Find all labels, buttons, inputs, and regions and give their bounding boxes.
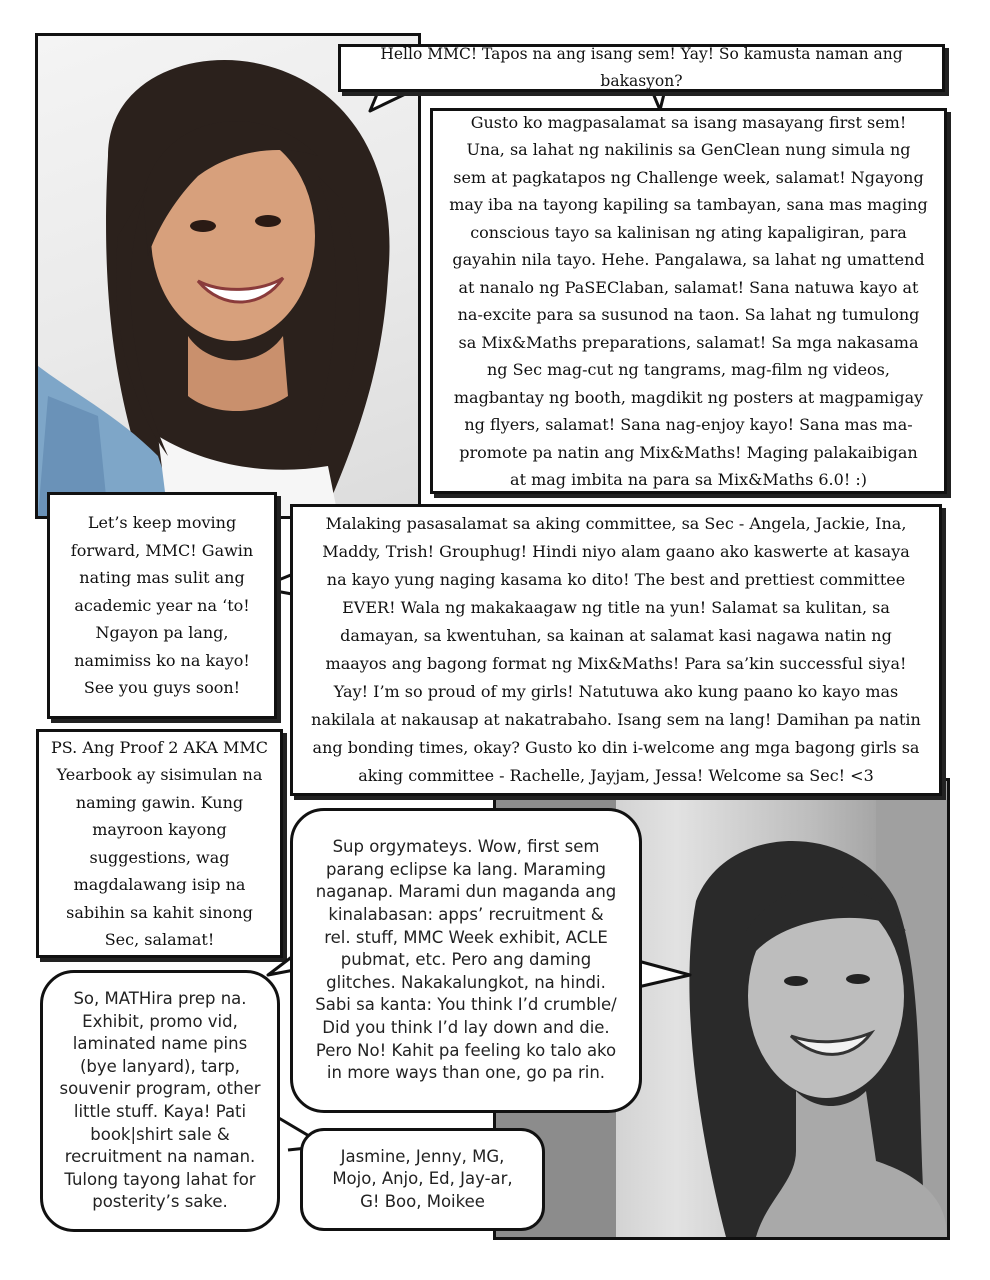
mathira-prep-text: So, MATHira prep na. Exhibit, promo vid, laminated name pins (bye lanyard), tarp, souvenir program, other little stuff. Kaya! Pati book|shirt sale & recruitment na naman. Tulong tayong lahat for posterity’s sake. bbox=[59, 989, 261, 1212]
sup-orgymateys-text: Sup orgymateys. Wow, first sem parang eclipse ka lang. Maraming naganap. Marami dun maganda ang kinalabasan: apps’ recruitment & rel. stuff, MMC Week exhibit, ACLE pubmat, etc. Pero ang daming glitches. Nakakalungkot, na hindi. Sabi sa kanta: You think I’d crumble/ Did you think I’d lay down and die. Pero No! Kahit pa feeling ko talo ako in more ways than one, go pa rin. bbox=[315, 837, 617, 1083]
ps-yearbook-text: PS. Ang Proof 2 AKA MMC Yearbook ay sisimulan na naming gawin. Kung mayroon kayong suggestions, wag magdalawang isip na sabihin sa kahit sinong Sec, salamat! bbox=[51, 737, 268, 949]
committee-thanks-text: Malaking pasasalamat sa aking committee, sa Sec - Angela, Jackie, Ina, Maddy, Trish! Grouphug! Hindi niyo alam gaano ako kaswerte at kasaya na kayo yung naging kasama ko dito! The best and prettiest committee EVER! Wala ng makakaagaw ng title na yun! Salamat sa kulitan, sa damayan, sa kwentuhan, sa kainan at salamat kasi nagawa natin ng maayos ang bagong format ng Mix&Maths! Para sa’kin successful siya! Yay! I’m so proud of my girls! Natutuwa ako kung paano ko kayo mas nakilala at nakausap at nakatrabaho. Isang sem na lang! Damihan pa natin ang bonding times, okay? Gusto ko din i-welcome ang mga bagong girls sa aking committee - Rachelle, Jayjam, Jessa! Welcome sa Sec! <3 bbox=[311, 514, 921, 785]
ps-yearbook-bubble bbox=[36, 729, 283, 958]
thanks-first-sem-text: Gusto ko magpasalamat sa isang masayang first sem! Una, sa lahat ng nakilinis sa GenClean nung simula ng sem at pagkatapos ng Challenge week, salamat! Ngayong may iba na tayong kapiling sa tambayan, sana mas maging conscious tayo sa kalinisan ng ating kapaligiran, para gayahin nila tayo. Hehe. Pangalawa, sa lahat ng umattend at nanalo ng PaSEClaban, salamat! Sana natuwa kayo at na-excite para sa susunod na taon. Sa lahat ng tumulong sa Mix&Maths preparations, salamat! Sa mga nakasama ng Sec mag-cut ng tangrams, mag-film ng videos, magbantay ng booth, magdikit ng posters at magpamigay ng flyers, salamat! Sana nag-enjoy kayo! Sana mas ma-promote pa natin ang Mix&Maths! Maging palakaibigan at mag imbita na para sa Mix&Maths 6.0! :) bbox=[449, 112, 928, 489]
keep-moving-text: Let’s keep moving forward, MMC! Gawin nating mas sulit ang academic year na ‘to! Ngayon pa lang, namimiss ko na kayo! See you guys soon! bbox=[70, 513, 254, 698]
thanks-first-sem-bubble bbox=[430, 108, 947, 494]
sup-orgymateys-bubble bbox=[290, 808, 642, 1113]
bubble-tail-sup-right bbox=[634, 955, 694, 995]
mathira-prep-bubble bbox=[40, 970, 280, 1232]
greeting-text: Hello MMC! Tapos na ang isang sem! Yay! So kamusta naman ang bakasyon? bbox=[380, 44, 903, 90]
committee-thanks-bubble bbox=[290, 504, 942, 796]
names-text: Jasmine, Jenny, MG, Mojo, Anjo, Ed, Jay-ar, G! Boo, Moikee bbox=[332, 1146, 513, 1211]
greeting-bubble bbox=[338, 44, 945, 92]
names-bubble bbox=[300, 1128, 545, 1231]
keep-moving-bubble bbox=[47, 492, 277, 719]
